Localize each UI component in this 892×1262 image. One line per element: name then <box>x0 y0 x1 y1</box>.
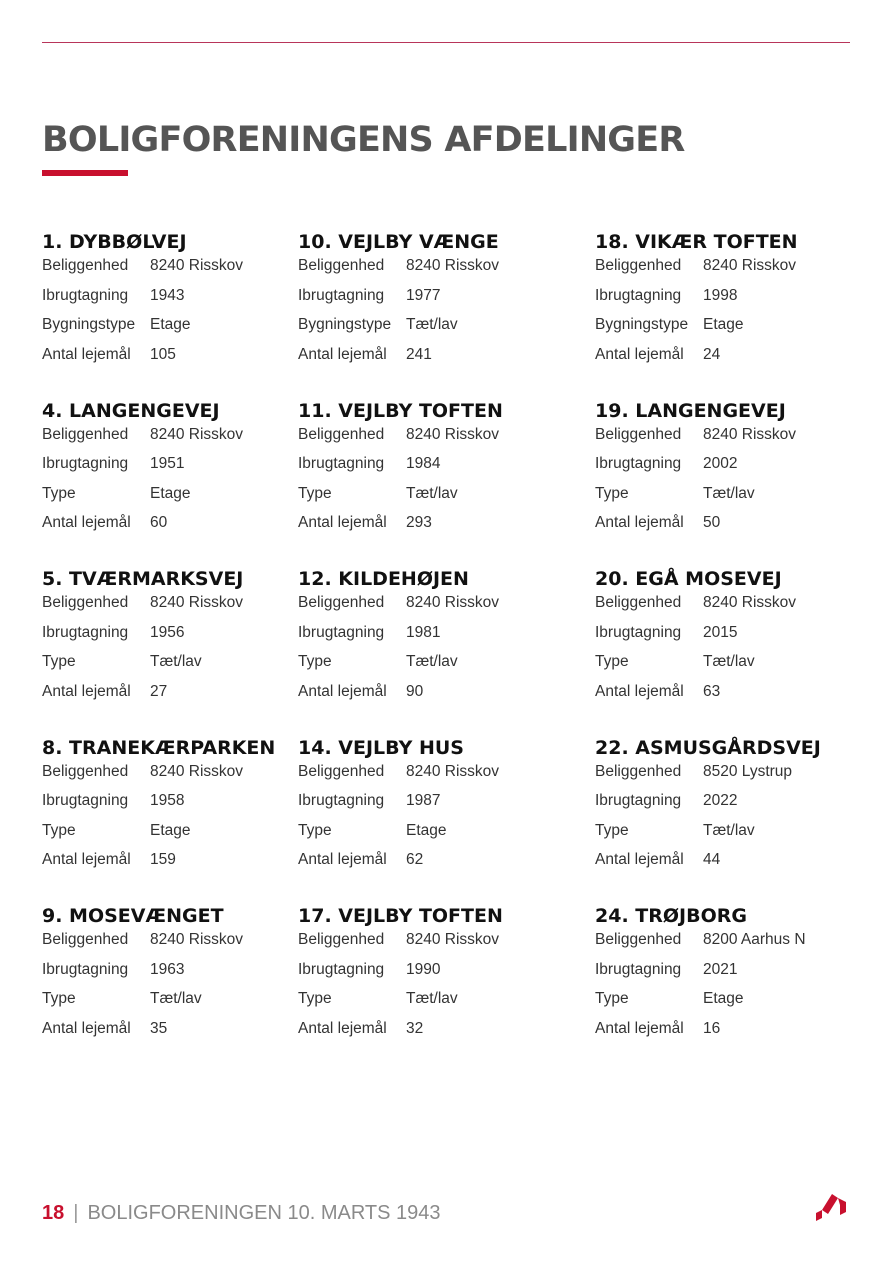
label: Type <box>298 653 332 670</box>
value: 8240 Risskov <box>406 931 500 948</box>
value: Tæt/lav <box>703 821 755 839</box>
label: Ibrugtagning <box>595 792 682 809</box>
department-card <box>298 397 503 566</box>
label: Antal lejemål <box>42 682 131 700</box>
units-row <box>298 513 503 543</box>
units-row <box>298 850 503 880</box>
type-row <box>595 652 821 682</box>
commissioned-row <box>298 454 503 484</box>
units-row <box>595 682 821 712</box>
top-rule <box>42 42 850 43</box>
commissioned-row <box>595 286 821 316</box>
department-name: 11. VEJLBY TOFTEN <box>298 399 503 422</box>
location-row <box>298 762 503 792</box>
label: Beliggenhed <box>42 425 129 443</box>
value: 50 <box>703 514 721 531</box>
units-row <box>595 850 821 880</box>
value: 2015 <box>703 623 738 641</box>
label: Ibrugtagning <box>298 623 385 641</box>
units-row <box>298 682 503 712</box>
label: Antal lejemål <box>298 514 387 531</box>
label: Beliggenhed <box>595 931 682 948</box>
location-row <box>595 256 821 286</box>
units-row <box>42 850 275 880</box>
department-card <box>595 565 821 734</box>
column-2 <box>298 228 503 1071</box>
house-logo-icon <box>814 1188 848 1222</box>
department-card <box>595 228 821 397</box>
department-name: 14. VEJLBY HUS <box>298 736 464 759</box>
type-row <box>42 315 275 345</box>
label: Beliggenhed <box>42 762 129 780</box>
label: Ibrugtagning <box>42 455 129 472</box>
value: 8240 Risskov <box>150 594 244 611</box>
label: Antal lejemål <box>595 851 684 868</box>
type-row <box>298 989 503 1019</box>
department-card <box>595 734 821 903</box>
location-row <box>298 593 503 623</box>
value: 1981 <box>406 623 441 641</box>
department-name: 18. VIKÆR TOFTEN <box>595 231 798 253</box>
commissioned-row <box>595 960 821 990</box>
label: Antal lejemål <box>42 345 131 363</box>
department-name: 22. ASMUSGÅRDSVEJ <box>595 736 821 759</box>
label: Beliggenhed <box>595 594 682 611</box>
value: Tæt/lav <box>406 484 458 502</box>
value: Tæt/lav <box>406 990 458 1007</box>
value: 8240 Risskov <box>406 594 500 611</box>
label: Ibrugtagning <box>42 623 129 641</box>
title-underline <box>42 170 128 176</box>
value: 44 <box>703 851 721 868</box>
department-card <box>42 228 275 397</box>
label: Antal lejemål <box>298 345 387 363</box>
label: Antal lejemål <box>298 682 387 700</box>
location-row <box>42 256 275 286</box>
commissioned-row <box>298 286 503 316</box>
value: 60 <box>150 514 168 531</box>
label: Type <box>595 484 629 502</box>
label: Type <box>42 484 76 502</box>
commissioned-row <box>298 791 503 821</box>
label: Ibrugtagning <box>298 455 385 472</box>
label: Ibrugtagning <box>595 455 682 472</box>
value: Tæt/lav <box>406 316 458 333</box>
value: 241 <box>406 345 432 363</box>
type-row <box>595 989 821 1019</box>
type-row <box>595 315 821 345</box>
value: Etage <box>150 821 191 839</box>
label: Bygningstype <box>298 316 392 333</box>
units-row <box>595 1019 821 1049</box>
commissioned-row <box>42 791 275 821</box>
department-card <box>42 902 275 1071</box>
type-row <box>298 315 503 345</box>
value: 8520 Lystrup <box>703 762 793 780</box>
label: Beliggenhed <box>595 425 682 443</box>
department-name: 8. TRANEKÆRPARKEN <box>42 736 276 759</box>
label: Ibrugtagning <box>298 286 385 304</box>
department-card <box>298 565 503 734</box>
label: Beliggenhed <box>298 257 385 274</box>
label: Antal lejemål <box>42 514 131 531</box>
value: 16 <box>703 1019 721 1037</box>
value: 8240 Risskov <box>703 425 797 443</box>
department-name: 4. LANGENGEVEJ <box>42 399 220 422</box>
location-row <box>595 930 821 960</box>
value: 1977 <box>406 286 441 304</box>
label: Type <box>298 484 332 502</box>
value: 8240 Risskov <box>406 762 500 780</box>
location-row <box>595 593 821 623</box>
value: 63 <box>703 682 721 700</box>
label: Ibrugtagning <box>298 960 385 978</box>
commissioned-row <box>595 791 821 821</box>
label: Antal lejemål <box>42 1019 131 1037</box>
units-row <box>42 345 275 375</box>
label: Ibrugtagning <box>42 792 129 809</box>
value: Tæt/lav <box>703 484 755 502</box>
value: Tæt/lav <box>150 990 202 1007</box>
location-row <box>42 762 275 792</box>
label: Type <box>42 821 76 839</box>
value: Etage <box>406 821 447 839</box>
value: 105 <box>150 345 176 363</box>
value: 35 <box>150 1019 168 1037</box>
label: Beliggenhed <box>298 425 385 443</box>
value: 62 <box>406 851 424 868</box>
value: Etage <box>150 316 191 333</box>
value: 8240 Risskov <box>150 931 244 948</box>
label: Antal lejemål <box>595 345 684 363</box>
commissioned-row <box>595 623 821 653</box>
commissioned-row <box>298 623 503 653</box>
label: Type <box>298 990 332 1007</box>
value: 8240 Risskov <box>406 425 500 443</box>
label: Ibrugtagning <box>595 623 682 641</box>
label: Antal lejemål <box>42 851 131 868</box>
value: 8240 Risskov <box>150 425 244 443</box>
commissioned-row <box>42 623 275 653</box>
label: Antal lejemål <box>595 514 684 531</box>
value: 1990 <box>406 960 441 978</box>
commissioned-row <box>595 454 821 484</box>
value: Tæt/lav <box>150 653 202 670</box>
label: Ibrugtagning <box>595 960 682 978</box>
value: 1998 <box>703 286 738 304</box>
commissioned-row <box>42 454 275 484</box>
department-card <box>298 228 503 397</box>
page-footer <box>42 1202 441 1225</box>
label: Type <box>595 990 629 1007</box>
label: Beliggenhed <box>42 594 129 611</box>
units-row <box>298 1019 503 1049</box>
department-name: 5. TVÆRMARKSVEJ <box>42 568 244 590</box>
department-card <box>298 902 503 1071</box>
label: Antal lejemål <box>595 1019 684 1037</box>
type-row <box>42 989 275 1019</box>
type-row <box>595 484 821 514</box>
label: Ibrugtagning <box>595 286 682 304</box>
department-name: 9. MOSEVÆNGET <box>42 905 224 927</box>
label: Antal lejemål <box>298 1019 387 1037</box>
department-name: 20. EGÅ MOSEVEJ <box>595 568 782 590</box>
column-1 <box>42 228 275 1071</box>
label: Type <box>595 821 629 839</box>
location-row <box>595 425 821 455</box>
column-3 <box>595 228 821 1071</box>
value: 1943 <box>150 286 185 304</box>
value: 293 <box>406 514 432 531</box>
department-name: 1. DYBBØLVEJ <box>42 231 187 253</box>
label: Ibrugtagning <box>42 960 129 978</box>
label: Ibrugtagning <box>298 792 385 809</box>
department-card <box>595 902 821 1071</box>
label: Bygningstype <box>42 316 136 333</box>
label: Bygningstype <box>595 316 689 333</box>
label: Beliggenhed <box>42 931 129 948</box>
value: Etage <box>150 484 191 502</box>
department-name: 12. KILDEHØJEN <box>298 568 469 590</box>
type-row <box>298 821 503 851</box>
department-card <box>42 565 275 734</box>
label: Beliggenhed <box>298 594 385 611</box>
location-row <box>298 930 503 960</box>
commissioned-row <box>298 960 503 990</box>
label: Type <box>42 990 76 1007</box>
value: 1984 <box>406 455 441 472</box>
value: Etage <box>703 316 744 333</box>
type-row <box>42 652 275 682</box>
units-row <box>42 1019 275 1049</box>
department-card <box>595 397 821 566</box>
footer-separator: | <box>73 1202 79 1224</box>
units-row <box>42 682 275 712</box>
label: Antal lejemål <box>298 851 387 868</box>
location-row <box>595 762 821 792</box>
label: Beliggenhed <box>298 931 385 948</box>
label: Type <box>595 653 629 670</box>
label: Antal lejemål <box>595 682 684 700</box>
value: 8240 Risskov <box>150 257 244 274</box>
footer-text: BOLIGFORENINGEN 10. MARTS 1943 <box>87 1202 441 1224</box>
label: Ibrugtagning <box>42 286 129 304</box>
location-row <box>42 593 275 623</box>
units-row <box>595 513 821 543</box>
department-card <box>42 397 275 566</box>
value: 1956 <box>150 623 185 641</box>
value: 1987 <box>406 792 441 809</box>
type-row <box>595 821 821 851</box>
units-row <box>595 345 821 375</box>
type-row <box>298 484 503 514</box>
location-row <box>42 930 275 960</box>
value: 8240 Risskov <box>703 257 797 274</box>
value: 2021 <box>703 960 738 978</box>
department-name: 17. VEJLBY TOFTEN <box>298 905 503 927</box>
commissioned-row <box>42 960 275 990</box>
value: 1963 <box>150 960 185 978</box>
department-card <box>298 734 503 903</box>
value: Tæt/lav <box>406 653 458 670</box>
department-name: 24. TRØJBORG <box>595 905 747 927</box>
type-row <box>42 484 275 514</box>
value: 2002 <box>703 455 738 472</box>
label: Type <box>298 821 332 839</box>
department-name: 10. VEJLBY VÆNGE <box>298 231 499 253</box>
value: Tæt/lav <box>703 653 755 670</box>
label: Beliggenhed <box>298 762 385 780</box>
value: 2022 <box>703 792 738 809</box>
value: 24 <box>703 345 721 363</box>
value: 8240 Risskov <box>703 594 797 611</box>
value: 159 <box>150 851 176 868</box>
label: Beliggenhed <box>595 257 682 274</box>
commissioned-row <box>42 286 275 316</box>
value: 8240 Risskov <box>406 257 500 274</box>
page-title: BOLIGFORENINGENS AFDELINGER <box>42 120 685 160</box>
type-row <box>298 652 503 682</box>
units-row <box>42 513 275 543</box>
value: 8200 Aarhus N <box>703 931 806 948</box>
location-row <box>298 256 503 286</box>
units-row <box>298 345 503 375</box>
value: 8240 Risskov <box>150 762 244 780</box>
label: Beliggenhed <box>595 762 682 780</box>
label: Type <box>42 653 76 670</box>
value: 32 <box>406 1019 424 1037</box>
location-row <box>42 425 275 455</box>
department-card <box>42 734 275 903</box>
value: 90 <box>406 682 424 700</box>
page-number: 18 <box>42 1202 65 1224</box>
type-row <box>42 821 275 851</box>
value: Etage <box>703 990 744 1007</box>
location-row <box>298 425 503 455</box>
value: 27 <box>150 682 168 700</box>
value: 1958 <box>150 792 185 809</box>
department-name: 19. LANGENGEVEJ <box>595 399 786 422</box>
label: Beliggenhed <box>42 257 129 274</box>
value: 1951 <box>150 455 185 472</box>
